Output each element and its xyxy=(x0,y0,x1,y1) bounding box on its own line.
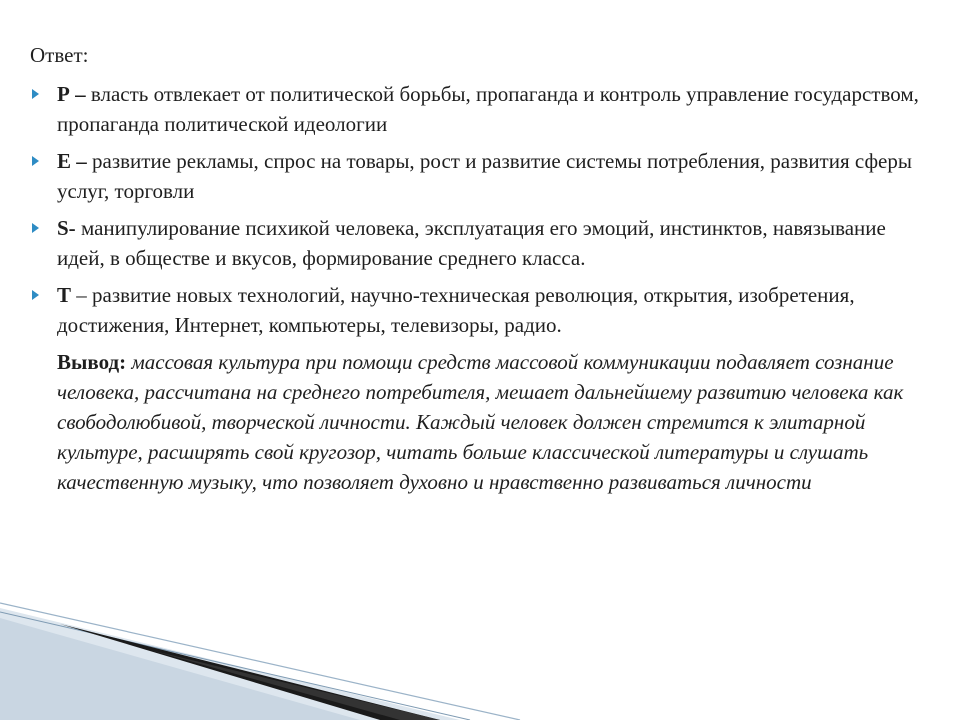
list-item xyxy=(30,280,935,340)
answer-heading: Ответ: xyxy=(30,43,89,67)
arrow-bullet-icon xyxy=(32,89,39,99)
arrow-bullet-icon xyxy=(32,290,39,300)
item-text: развитие рекламы, спрос на товары, рост и развитие системы потребления, развития сферы услуг, торговли xyxy=(57,149,912,203)
item-text: манипулирование психикой человека, эксплуатация его эмоций, инстинктов, навязывание идей, в обществе и вкусов, формирование среднего класса. xyxy=(57,216,886,270)
list-item xyxy=(30,213,935,273)
arrow-bullet-icon xyxy=(32,223,39,233)
slide-content xyxy=(30,40,935,497)
item-key: Т xyxy=(57,283,72,307)
list-item xyxy=(30,79,935,139)
list-item xyxy=(30,146,935,206)
item-key: Р – xyxy=(57,82,86,106)
item-text: – развитие новых технологий, научно-техническая революция, открытия, изобретения, достижения, Интернет, компьютеры, телевизоры, радио. xyxy=(57,283,855,337)
item-key: Е – xyxy=(57,149,87,173)
arrow-bullet-icon xyxy=(32,156,39,166)
item-text: власть отвлекает от политической борьбы, пропаганда и контроль управление государством, пропаганда политической идеологии xyxy=(57,82,919,136)
conclusion-label: Вывод: xyxy=(57,350,127,374)
conclusion-paragraph xyxy=(30,347,935,497)
item-key: S- xyxy=(57,216,76,240)
conclusion-text: массовая культура при помощи средств массовой коммуникации подавляет сознание человека, рассчитана на среднего потребителя, мешает дальнейшему развитию человека как свободолюбивой, творческой личности. Каждый человек должен стремится к элитарной культуре, расширять свой кругозор, читать больше классической литературы и слушать качественную музыку, что позволяет духовно и нравственно развиваться личности xyxy=(57,350,904,494)
